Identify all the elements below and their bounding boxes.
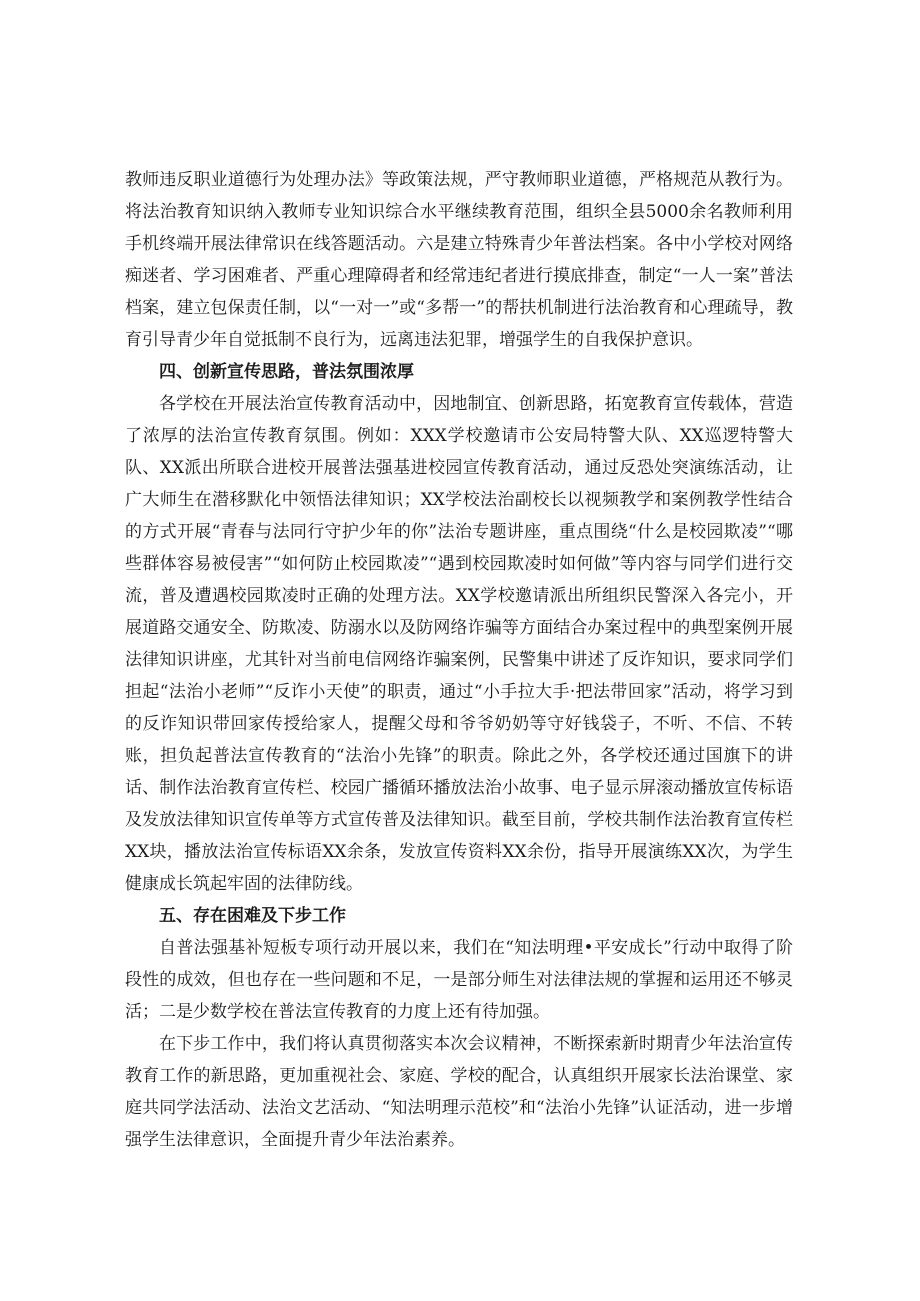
document-page xyxy=(125,164,793,1156)
section-5-body-1: 自普法强基补短板专项行动开展以来，我们在“知法明理•平安成长”行动中取得了阶段性的成效，但也存在一些问题和不足，一是部分师生对法律法规的掌握和运用还不够灵活；二是少数学校在普法宣传教育的力度上还有待加强。 xyxy=(125,938,793,1022)
paragraph-continued: 教师违反职业道德行为处理办法》等政策法规，严守教师职业道德，严格规范从教行为。将法治教育知识纳入教师专业知识综合水平继续教育范围，组织全县5000余名教师利用手机终端开展法律常识在线答题活动。六是建立特殊青少年普法档案。各中小学校对网络痴迷者、学习困难者、严重心理障碍者和经常违纪者进行摸底排查，制定“一人一案”普法档案，建立包保责任制，以“一对一”或“多帮一”的帮扶机制进行法治教育和心理疏导，教育引导青少年自觉抵制不良行为，远离违法犯罪，增强学生的自我保护意识。 xyxy=(125,170,793,350)
section-heading-4: 四、创新宣传思路，普法氛围浓厚 xyxy=(159,362,414,382)
section-5-body-2: 在下步工作中，我们将认真贯彻落实本次会议精神，不断探索新时期青少年法治宣传教育工作的新思路，更加重视社会、家庭、学校的配合，认真组织开展家长法治课堂、家庭共同学法活动、法治文艺活动、“知法明理示范校”和“法治小先锋”认证活动，进一步增强学生法律意识，全面提升青少年法治素养。 xyxy=(125,1034,793,1150)
section-heading-5: 五、存在困难及下步工作 xyxy=(159,906,346,926)
section-4-body: 各学校在开展法治宣传教育活动中，因地制宜、创新思路，拓宽教育宣传载体，营造了浓厚的法治宣传教育氛围。例如：XXX学校邀请市公安局特警大队、XX巡逻特警大队、XX派出所联合进校开展普法强基进校园宣传教育活动，通过反恐处突演练活动，让广大师生在潜移默化中领悟法律知识；XX学校法治副校长以视频教学和案例教学性结合的方式开展“青春与法同行守护少年的你”法治专题讲座，重点围绕“什么是校园欺凌”“哪些群体容易被侵害”“如何防止校园欺凌”“遇到校园欺凌时如何做”等内容与同学们进行交流，普及遭遇校园欺凌时正确的处理方法。XX学校邀请派出所组织民警深入各完小，开展道路交通安全、防欺凌、防溺水以及防网络诈骗等方面结合办案过程中的典型案例开展法律知识讲座，尤其针对当前电信网络诈骗案例，民警集中讲述了反诈知识，要求同学们担起“法治小老师”“反诈小天使”的职责，通过“小手拉大手·把法带回家”活动，将学习到的反诈知识带回家传授给家人，提醒父母和爷爷奶奶等守好钱袋子，不听、不信、不转账，担负起普法宣传教育的“法治小先锋”的职责。除此之外，各学校还通过国旗下的讲话、制作法治教育宣传栏、校园广播循环播放法治小故事、电子显示屏滚动播放宣传标语及发放法律知识宣传单等方式宣传普及法律知识。截至目前，学校共制作法治教育宣传栏XX块，播放法治宣传标语XX余条，发放宣传资料XX余份，指导开展演练XX次，为学生健康成长筑起牢固的法律防线。 xyxy=(125,394,793,894)
